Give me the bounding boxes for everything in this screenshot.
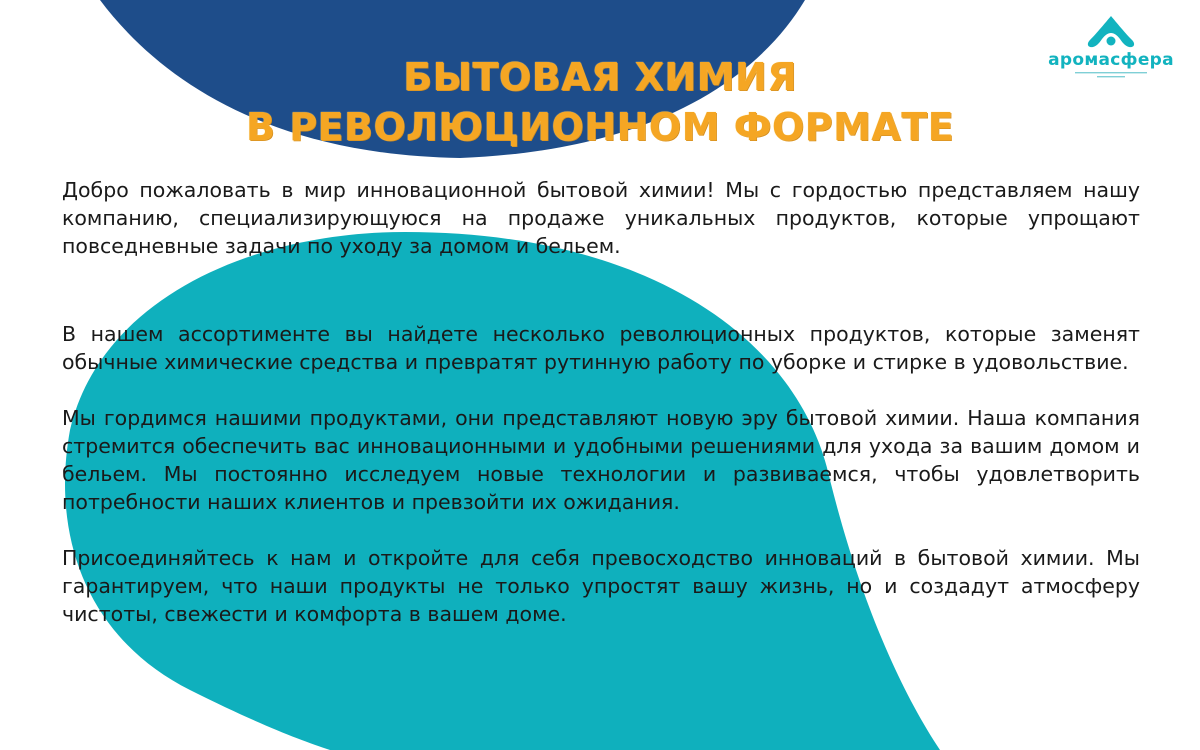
brand-logo	[1036, 14, 1186, 104]
paragraph-1: Добро пожаловать в мир инновационной бытовой химии! Мы с гордостью представляем нашу компанию, специализирующуюся на продаже уникальных продуктов, которые упрощают повседневные задачи по уходу за домом и бельем.	[62, 178, 1140, 258]
logo-tagline-graphic	[1071, 70, 1151, 80]
spacer	[62, 376, 1140, 404]
main-text	[62, 176, 1140, 628]
logo-wordmark: аромасфера	[1048, 50, 1174, 70]
title-line-2: В РЕВОЛЮЦИОННОМ ФОРМАТЕ	[245, 105, 955, 149]
title-line-1: БЫТОВАЯ ХИМИЯ	[403, 55, 797, 99]
spacer	[62, 260, 1140, 320]
spacer	[62, 516, 1140, 544]
droplet-a-logo-icon	[1086, 14, 1136, 48]
paragraph-2: В нашем ассортименте вы найдете несколько революционных продуктов, которые заменят обычные химические средства и превратят рутинную работу по уборке и стирке в удовольствие.	[62, 322, 1140, 374]
paragraph-3: Мы гордимся нашими продуктами, они представляют новую эру бытовой химии. Наша компания стремится обеспечить вас инновационными и удобными решениями для ухода за вашим домом и бельем. Мы постоянно исследуем новые технологии и развиваемся, чтобы удовлетворить потребности наших клиентов и превзойти их ожидания.	[62, 406, 1140, 514]
page-title	[170, 52, 1030, 152]
paragraph-4: Присоединяйтесь к нам и откройте для себя превосходство инноваций в бытовой химии. Мы гарантируем, что наши продукты не только упростят вашу жизнь, но и создадут атмосферу чистоты, свежести и комфорта в вашем доме.	[62, 546, 1140, 626]
